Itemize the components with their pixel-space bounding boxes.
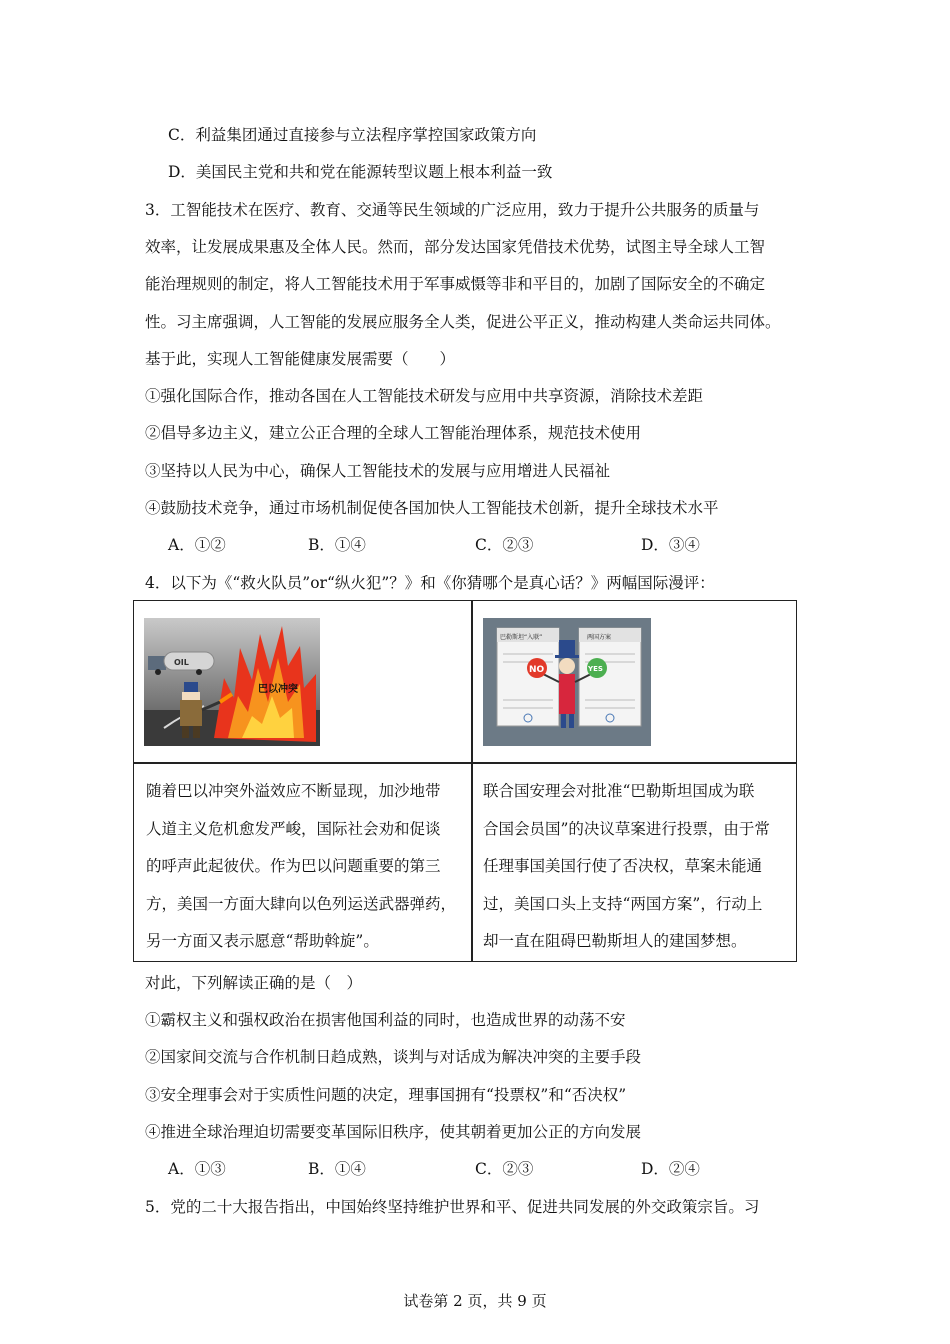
caption-line: 联合国安理会对批准“巴勒斯坦国成为联 — [483, 782, 755, 800]
q4-stem: 4．以下为《“救火队员”or“纵火犯”？》和《你猜哪个是真心话？》两幅国际漫评： — [145, 574, 715, 592]
no-label: NO — [529, 665, 545, 675]
q4-option-d[interactable]: D．②④ — [641, 1160, 700, 1178]
q3-option-d[interactable]: D．③④ — [641, 536, 700, 554]
q5-stem-line: 5．党的二十大报告指出，中国始终坚持维护世界和平、促进共同发展的外交政策宗旨。习 — [145, 1198, 760, 1216]
page-footer: 试卷第 2 页，共 9 页 — [403, 1292, 547, 1310]
q4-question: 对此，下列解读正确的是（ ） — [145, 974, 363, 992]
cartoon-table — [133, 600, 797, 962]
q2-option-c: C．利益集团通过直接参与立法程序掌控国家政策方向 — [168, 126, 537, 144]
left-doc-title: 巴勒斯坦“入联” — [500, 634, 543, 641]
caption-line: 另一方面又表示愿意“帮助斡旋”。 — [146, 932, 379, 950]
q3-stem-line: 性。习主席强调，人工智能的发展应服务全人类，促进公平正义，推动构建人类命运共同体。 — [145, 313, 781, 331]
caption-line: 方，美国一方面大肆向以色列运送武器弹药， — [146, 894, 457, 913]
q3-stem-line: 效率，让发展成果惠及全体人民。然而，部分发达国家凭借技术优势，试图主导全球人工智 — [145, 238, 766, 256]
q4-option-b[interactable]: B．①④ — [308, 1160, 366, 1178]
yes-sign-icon — [587, 658, 607, 678]
q4-options — [168, 1158, 728, 1180]
q4-option-a[interactable]: A．①③ — [168, 1160, 226, 1178]
q3-stem-line: 3．工智能技术在医疗、教育、交通等民生领域的广泛应用，致力于提升公共服务的质量与 — [145, 201, 760, 219]
q3-stem-line: 基于此，实现人工智能健康发展需要（ ） — [145, 350, 456, 368]
q3-stem-line: 能治理规则的制定，将人工智能技术用于军事威慑等非和平目的，加剧了国际安全的不确定 — [145, 275, 766, 293]
q3-statement: ④鼓励技术竞争，通过市场机制促使各国加快人工智能技术创新，提升全球技术水平 — [145, 499, 719, 517]
document-right — [579, 628, 641, 726]
table-row-divider — [134, 762, 796, 764]
caption-line: 合国会员国”的决议草案进行投票，由于常 — [483, 819, 770, 838]
q4-statement: ④推进全球治理迫切需要变革国际旧秩序，使其朝着更加公正的方向发展 — [145, 1123, 642, 1141]
q3-statement: ②倡导多边主义，建立公正合理的全球人工智能治理体系，规范技术使用 — [145, 424, 642, 442]
q4-statement: ③安全理事会对于实质性问题的决定，理事国拥有“投票权”和“否决权” — [145, 1086, 627, 1104]
caption-line: 人道主义危机愈发严峻，国际社会劝和促谈 — [146, 819, 441, 838]
two-faces-cartoon — [483, 618, 651, 746]
caption-line: 随着巴以冲突外溢效应不断显现，加沙地带 — [146, 782, 441, 800]
q4-option-c[interactable]: C．②③ — [475, 1160, 534, 1178]
q3-option-b[interactable]: B．①④ — [308, 536, 366, 554]
left-cartoon-caption — [146, 773, 466, 961]
q4-statement: ②国家间交流与合作机制日趋成熟，谈判与对话成为解决冲突的主要手段 — [145, 1048, 642, 1066]
q3-option-c[interactable]: C．②③ — [475, 536, 534, 554]
right-cartoon-caption — [483, 773, 803, 961]
q2-option-d: D．美国民主党和共和党在能源转型议题上根本利益一致 — [168, 163, 553, 181]
q3-option-a[interactable]: A．①② — [168, 536, 226, 554]
no-sign-icon — [527, 658, 547, 678]
firefighter-cartoon — [144, 618, 320, 746]
right-doc-title: 两国方案 — [587, 634, 612, 641]
q3-options — [168, 534, 728, 556]
q4-statement: ①霸权主义和强权政治在损害他国利益的同时，也造成世界的动荡不安 — [145, 1011, 626, 1029]
yes-label: YES — [588, 665, 603, 673]
q3-statement: ①强化国际合作，推动各国在人工智能技术研发与应用中共享资源，消除技术差距 — [145, 387, 704, 405]
caption-line: 过，美国口头上支持“两国方案”，行动上 — [483, 894, 763, 913]
caption-line: 的呼声此起彼伏。作为巴以问题重要的第三 — [146, 857, 441, 875]
fire-label: 巴以冲突 — [258, 684, 298, 695]
caption-line: 任理事国美国行使了否决权，草案未能通 — [483, 857, 763, 875]
caption-line: 却一直在阻碍巴勒斯坦人的建国梦想。 — [483, 932, 747, 950]
q3-statement: ③坚持以人民为中心，确保人工智能技术的发展与应用增进人民福祉 — [145, 462, 611, 480]
oil-label: OIL — [174, 658, 189, 667]
table-column-divider — [471, 601, 473, 961]
